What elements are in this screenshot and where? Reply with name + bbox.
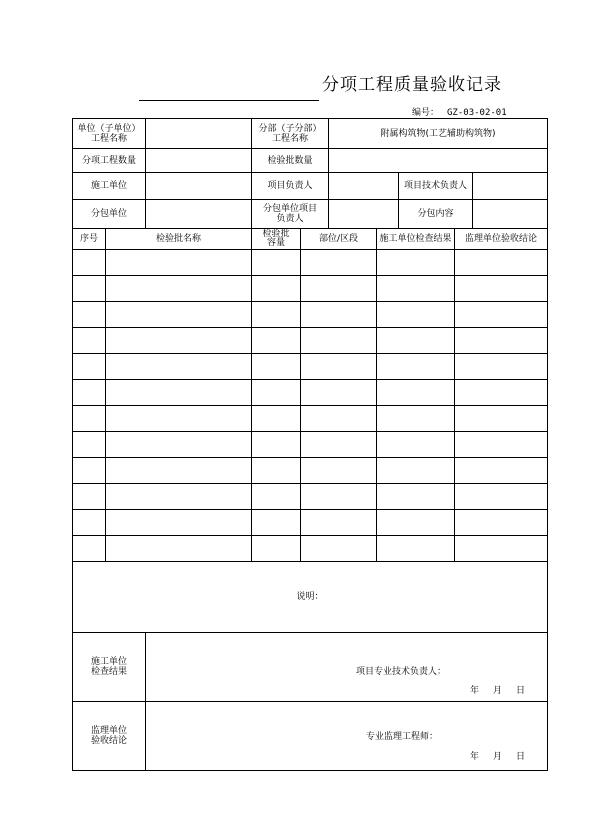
contractor-value[interactable] (146, 173, 252, 200)
tech-manager-value[interactable] (473, 173, 548, 200)
table-row (73, 536, 548, 562)
cell-index[interactable] (73, 510, 106, 536)
cell-capacity[interactable] (252, 276, 301, 302)
cell-batch-name[interactable] (106, 276, 252, 302)
table-row (73, 406, 548, 432)
cell-capacity[interactable] (252, 510, 301, 536)
cell-index[interactable] (73, 302, 106, 328)
cell-index[interactable] (73, 536, 106, 562)
cell-contractor-result[interactable] (377, 354, 455, 380)
cell-batch-name[interactable] (106, 354, 252, 380)
cell-location[interactable] (301, 432, 377, 458)
table-row (73, 354, 548, 380)
table-row (73, 380, 548, 406)
code-label: 编号： (412, 108, 440, 118)
cell-capacity[interactable] (252, 354, 301, 380)
cell-contractor-result[interactable] (377, 276, 455, 302)
cell-supervisor-result[interactable] (455, 354, 548, 380)
col-header-contractor-result: 施工单位检查结果 (377, 229, 455, 250)
cell-supervisor-result[interactable] (455, 406, 548, 432)
subcontractor-label: 分包单位 (73, 200, 146, 229)
cell-contractor-result[interactable] (377, 250, 455, 276)
column-header-row (73, 229, 548, 250)
cell-capacity[interactable] (252, 250, 301, 276)
cell-capacity[interactable] (252, 406, 301, 432)
cell-supervisor-result[interactable] (455, 536, 548, 562)
title-underline (139, 100, 319, 101)
unit-name-label: 单位（子单位） 工程名称 (73, 119, 146, 149)
cell-supervisor-result[interactable] (455, 250, 548, 276)
sub-content-value[interactable] (473, 200, 548, 229)
sub-manager-value[interactable] (329, 200, 399, 229)
cell-contractor-result[interactable] (377, 432, 455, 458)
month-label: 月 (493, 686, 503, 696)
cell-batch-name[interactable] (106, 536, 252, 562)
contractor-check-label: 施工单位 检查结果 (73, 633, 146, 702)
sub-count-label: 分项工程数量 (73, 149, 146, 173)
cell-batch-name[interactable] (106, 380, 252, 406)
year-label: 年 (470, 752, 480, 762)
cell-contractor-result[interactable] (377, 302, 455, 328)
sub-content-label: 分包内容 (399, 200, 473, 229)
batch-count-label: 检验批数量 (252, 149, 329, 173)
cell-index[interactable] (73, 276, 106, 302)
contractor-check-sign-area[interactable] (146, 633, 548, 702)
form-title: 分项工程质量验收记录 (322, 75, 502, 95)
contractor-check-signer: 项目专业技术负责人： (356, 667, 447, 677)
table-row (73, 510, 548, 536)
cell-location[interactable] (301, 276, 377, 302)
form-code (412, 105, 507, 118)
cell-location[interactable] (301, 328, 377, 354)
contractor-label: 施工单位 (73, 173, 146, 200)
cell-supervisor-result[interactable] (455, 328, 548, 354)
project-manager-value[interactable] (329, 173, 399, 200)
cell-capacity[interactable] (252, 536, 301, 562)
cell-supervisor-result[interactable] (455, 458, 548, 484)
cell-location[interactable] (301, 354, 377, 380)
project-manager-label: 项目负责人 (252, 173, 329, 200)
sub-manager-label: 分包单位项目 负责人 (252, 200, 329, 229)
inspection-record-table (72, 118, 548, 771)
table-row (73, 432, 548, 458)
cell-contractor-result[interactable] (377, 328, 455, 354)
table-row (73, 250, 548, 276)
cell-capacity[interactable] (252, 302, 301, 328)
cell-index[interactable] (73, 354, 106, 380)
col-header-supervisor-result: 监理单位验收结论 (455, 229, 548, 250)
table-row (73, 328, 548, 354)
cell-supervisor-result[interactable] (455, 510, 548, 536)
contractor-check-date (456, 686, 525, 696)
cell-index[interactable] (73, 484, 106, 510)
cell-batch-name[interactable] (106, 302, 252, 328)
cell-index[interactable] (73, 380, 106, 406)
cell-supervisor-result[interactable] (455, 380, 548, 406)
cell-contractor-result[interactable] (377, 406, 455, 432)
code-value: GZ-03-02-01 (447, 108, 507, 118)
part-name-value[interactable]: 附属构筑物(工艺辅助构筑物) (329, 119, 548, 149)
table-row (73, 458, 548, 484)
cell-batch-name[interactable] (106, 510, 252, 536)
cell-location[interactable] (301, 484, 377, 510)
cell-batch-name[interactable] (106, 250, 252, 276)
cell-location[interactable] (301, 250, 377, 276)
cell-contractor-result[interactable] (377, 484, 455, 510)
tech-manager-label: 项目技术负责人 (399, 173, 473, 200)
day-label: 日 (516, 752, 526, 762)
cell-index[interactable] (73, 406, 106, 432)
cell-batch-name[interactable] (106, 328, 252, 354)
cell-contractor-result[interactable] (377, 510, 455, 536)
notes-cell[interactable] (73, 562, 548, 633)
supervisor-check-signer: 专业监理工程师： (366, 732, 439, 742)
year-label: 年 (470, 686, 480, 696)
cell-contractor-result[interactable] (377, 536, 455, 562)
sub-count-value[interactable] (146, 149, 252, 173)
cell-batch-name[interactable] (106, 458, 252, 484)
cell-capacity[interactable] (252, 380, 301, 406)
supervisor-check-sign-area[interactable] (146, 702, 548, 771)
table-row (73, 302, 548, 328)
cell-batch-name[interactable] (106, 484, 252, 510)
cell-supervisor-result[interactable] (455, 432, 548, 458)
supervisor-check-label: 监理单位 验收结论 (73, 702, 146, 771)
cell-location[interactable] (301, 536, 377, 562)
cell-batch-name[interactable] (106, 432, 252, 458)
notes-label: 说明： (296, 592, 324, 602)
cell-capacity[interactable] (252, 432, 301, 458)
day-label: 日 (516, 686, 526, 696)
col-header-location: 部位/区段 (301, 229, 377, 250)
col-header-index: 序号 (73, 229, 106, 250)
part-name-label: 分部（子分部） 工程名称 (252, 119, 329, 149)
col-header-batch-name: 检验批名称 (106, 229, 252, 250)
cell-location[interactable] (301, 380, 377, 406)
cell-location[interactable] (301, 406, 377, 432)
cell-location[interactable] (301, 458, 377, 484)
cell-location[interactable] (301, 302, 377, 328)
cell-capacity[interactable] (252, 484, 301, 510)
cell-capacity[interactable] (252, 328, 301, 354)
cell-index[interactable] (73, 432, 106, 458)
supervisor-check-date (456, 752, 525, 762)
cell-index[interactable] (73, 250, 106, 276)
cell-index[interactable] (73, 458, 106, 484)
unit-name-value[interactable] (146, 119, 252, 149)
cell-contractor-result[interactable] (377, 458, 455, 484)
table-row (73, 484, 548, 510)
cell-supervisor-result[interactable] (455, 276, 548, 302)
cell-capacity[interactable] (252, 458, 301, 484)
batch-count-value[interactable] (329, 149, 548, 173)
month-label: 月 (493, 752, 503, 762)
cell-index[interactable] (73, 328, 106, 354)
subcontractor-value[interactable] (146, 200, 252, 229)
cell-batch-name[interactable] (106, 406, 252, 432)
col-header-capacity: 检验批 容量 (252, 229, 301, 250)
cell-contractor-result[interactable] (377, 380, 455, 406)
cell-location[interactable] (301, 510, 377, 536)
cell-supervisor-result[interactable] (455, 484, 548, 510)
table-row (73, 276, 548, 302)
cell-supervisor-result[interactable] (455, 302, 548, 328)
